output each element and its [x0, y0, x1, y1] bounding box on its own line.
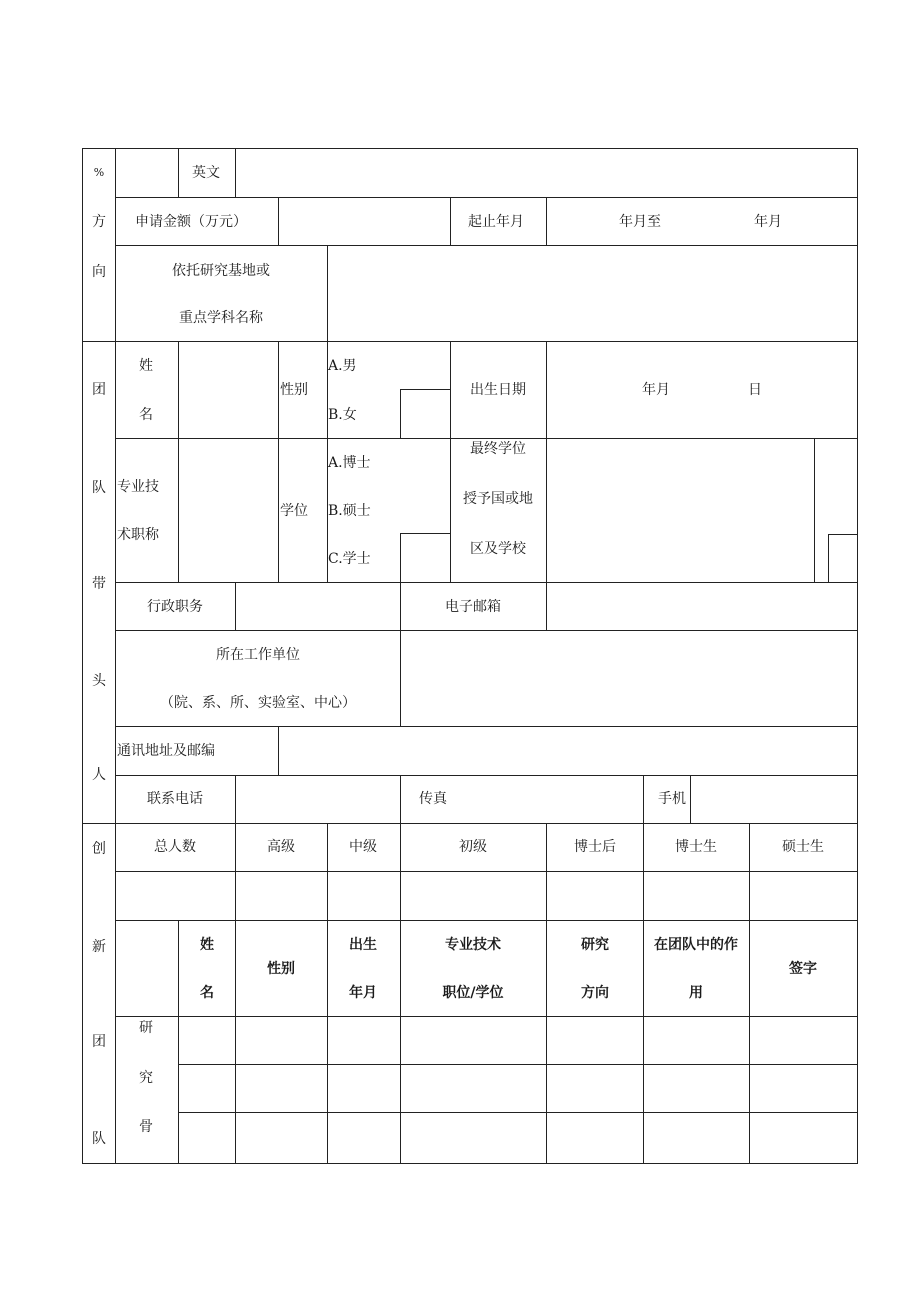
degree-label: 学位: [280, 503, 308, 519]
degree-option-phd[interactable]: A.博士: [328, 455, 371, 471]
section-label: 队: [92, 480, 106, 496]
grid-line: [828, 534, 857, 535]
leader-title-field[interactable]: [179, 439, 277, 581]
section-label: 向: [92, 264, 106, 280]
final-degree-label-2: 授予国或地: [463, 491, 533, 507]
section-label: 方: [92, 214, 106, 230]
address-field[interactable]: [279, 727, 856, 774]
table-row[interactable]: [179, 1017, 856, 1063]
mobile-field[interactable]: [691, 776, 856, 822]
birth-month: 年月: [642, 382, 670, 398]
base-label-line2: 重点学科名称: [179, 310, 263, 326]
section-label: 新: [92, 939, 106, 955]
label-column-line: [115, 148, 116, 1163]
section-label: 带: [92, 576, 106, 592]
table-row[interactable]: [179, 1113, 856, 1162]
gender-checkbox[interactable]: [401, 390, 449, 437]
mobile-label: 手机: [658, 791, 686, 807]
unit-field[interactable]: [401, 631, 856, 725]
gender-label: 性别: [280, 382, 308, 398]
member-header-title-1: 专业技术: [445, 937, 501, 953]
member-header-field-2: 方向: [581, 985, 609, 1001]
final-degree-field[interactable]: [547, 439, 813, 581]
grid-line: [115, 920, 857, 921]
section-label: 人: [92, 767, 106, 783]
stats-postdoc-field[interactable]: [547, 872, 642, 919]
border-right: [857, 148, 858, 1163]
admin-label: 行政职务: [147, 599, 203, 615]
stats-header-middle: 中级: [349, 839, 377, 855]
english-label: 英文: [192, 165, 220, 181]
section-label: 队: [92, 1131, 106, 1147]
grid-line: [814, 438, 815, 582]
group-label-2: 究: [139, 1070, 153, 1086]
stats-junior-field[interactable]: [401, 872, 545, 919]
email-label: 电子邮箱: [445, 599, 501, 615]
grid-line: [643, 775, 644, 823]
grid-line: [828, 534, 829, 582]
grid-line: [450, 197, 451, 245]
english-title-field[interactable]: [236, 149, 856, 196]
birth-label: 出生日期: [470, 382, 526, 398]
border-bottom: [82, 1163, 858, 1164]
border-left: [82, 148, 83, 1163]
name-label-1: 姓: [139, 358, 153, 374]
title-label-2: 术职称: [117, 527, 159, 543]
period-label: 起止年月: [468, 214, 524, 230]
stats-header-postdoc: 博士后: [574, 839, 616, 855]
grid-line: [178, 148, 179, 197]
group-label-3: 骨: [139, 1119, 153, 1135]
leader-name-field[interactable]: [179, 342, 277, 437]
degree-option-master[interactable]: B.硕士: [328, 503, 371, 519]
final-degree-label-3: 区及学校: [470, 541, 526, 557]
period-field[interactable]: [547, 198, 856, 244]
member-header-signature: 签字: [789, 961, 817, 977]
birth-day: 日: [748, 382, 762, 398]
unit-label-2: （院、系、所、实验室、中心）: [160, 695, 356, 711]
degree-checkbox[interactable]: [401, 534, 449, 581]
member-header-name-1: 姓: [200, 937, 214, 953]
amount-label: 申请金额（万元）: [135, 214, 247, 230]
member-header-role-2: 用: [689, 985, 703, 1001]
email-field[interactable]: [547, 583, 856, 629]
address-label: 通讯地址及邮编: [117, 743, 215, 759]
degree-option-bachelor[interactable]: C.学士: [328, 551, 371, 567]
stats-header-total: 总人数: [154, 839, 196, 855]
stats-header-master-students: 硕士生: [782, 839, 824, 855]
admin-field[interactable]: [236, 583, 399, 629]
base-field[interactable]: [328, 246, 856, 340]
table-row[interactable]: [179, 1065, 856, 1111]
grid-line: [278, 341, 279, 582]
section-label: 团: [92, 1034, 106, 1050]
section-divider: [82, 823, 858, 824]
member-header-birth-1: 出生: [349, 937, 377, 953]
fax-label: 传真: [419, 791, 447, 807]
phone-label: 联系电话: [147, 791, 203, 807]
phone-field[interactable]: [236, 776, 399, 822]
section-label: 创: [92, 841, 106, 857]
unit-label-1: 所在工作单位: [216, 647, 300, 663]
member-header-title-2: 职位/学位: [442, 985, 504, 1001]
gender-option-female[interactable]: B.女: [328, 407, 357, 423]
section-label: 团: [92, 382, 106, 398]
stats-header-phd-students: 博士生: [675, 839, 717, 855]
stats-master-field[interactable]: [750, 872, 856, 919]
grid-line: [400, 775, 401, 823]
member-header-birth-2: 年月: [349, 985, 377, 1001]
stats-total-field[interactable]: [116, 872, 234, 919]
period-from: 年月至: [619, 214, 661, 230]
member-header-gender: 性别: [267, 961, 295, 977]
period-to: 年月: [754, 214, 782, 230]
member-header-role-1: 在团队中的作: [654, 937, 738, 953]
stats-header-junior: 初级: [459, 839, 487, 855]
stats-phd-field[interactable]: [644, 872, 748, 919]
member-header-field-1: 研究: [581, 937, 609, 953]
chinese-title-field[interactable]: [116, 149, 177, 196]
stats-header-senior: 高级: [267, 839, 295, 855]
grid-line: [450, 341, 451, 582]
fax-field[interactable]: [460, 776, 642, 822]
member-header-name-2: 名: [200, 985, 214, 1001]
section-label: 头: [92, 673, 106, 689]
name-label-2: 名: [139, 407, 153, 423]
stats-middle-field[interactable]: [328, 872, 399, 919]
birth-date-field[interactable]: [547, 342, 856, 437]
section-label: %: [93, 166, 105, 179]
stats-senior-field[interactable]: [236, 872, 326, 919]
gender-option-male[interactable]: A.男: [328, 358, 357, 374]
title-label-1: 专业技: [117, 479, 159, 495]
base-label-line1: 依托研究基地或: [172, 263, 270, 279]
group-label-1: 研: [139, 1020, 153, 1036]
final-degree-label-1: 最终学位: [470, 441, 526, 457]
amount-field[interactable]: [279, 198, 449, 244]
